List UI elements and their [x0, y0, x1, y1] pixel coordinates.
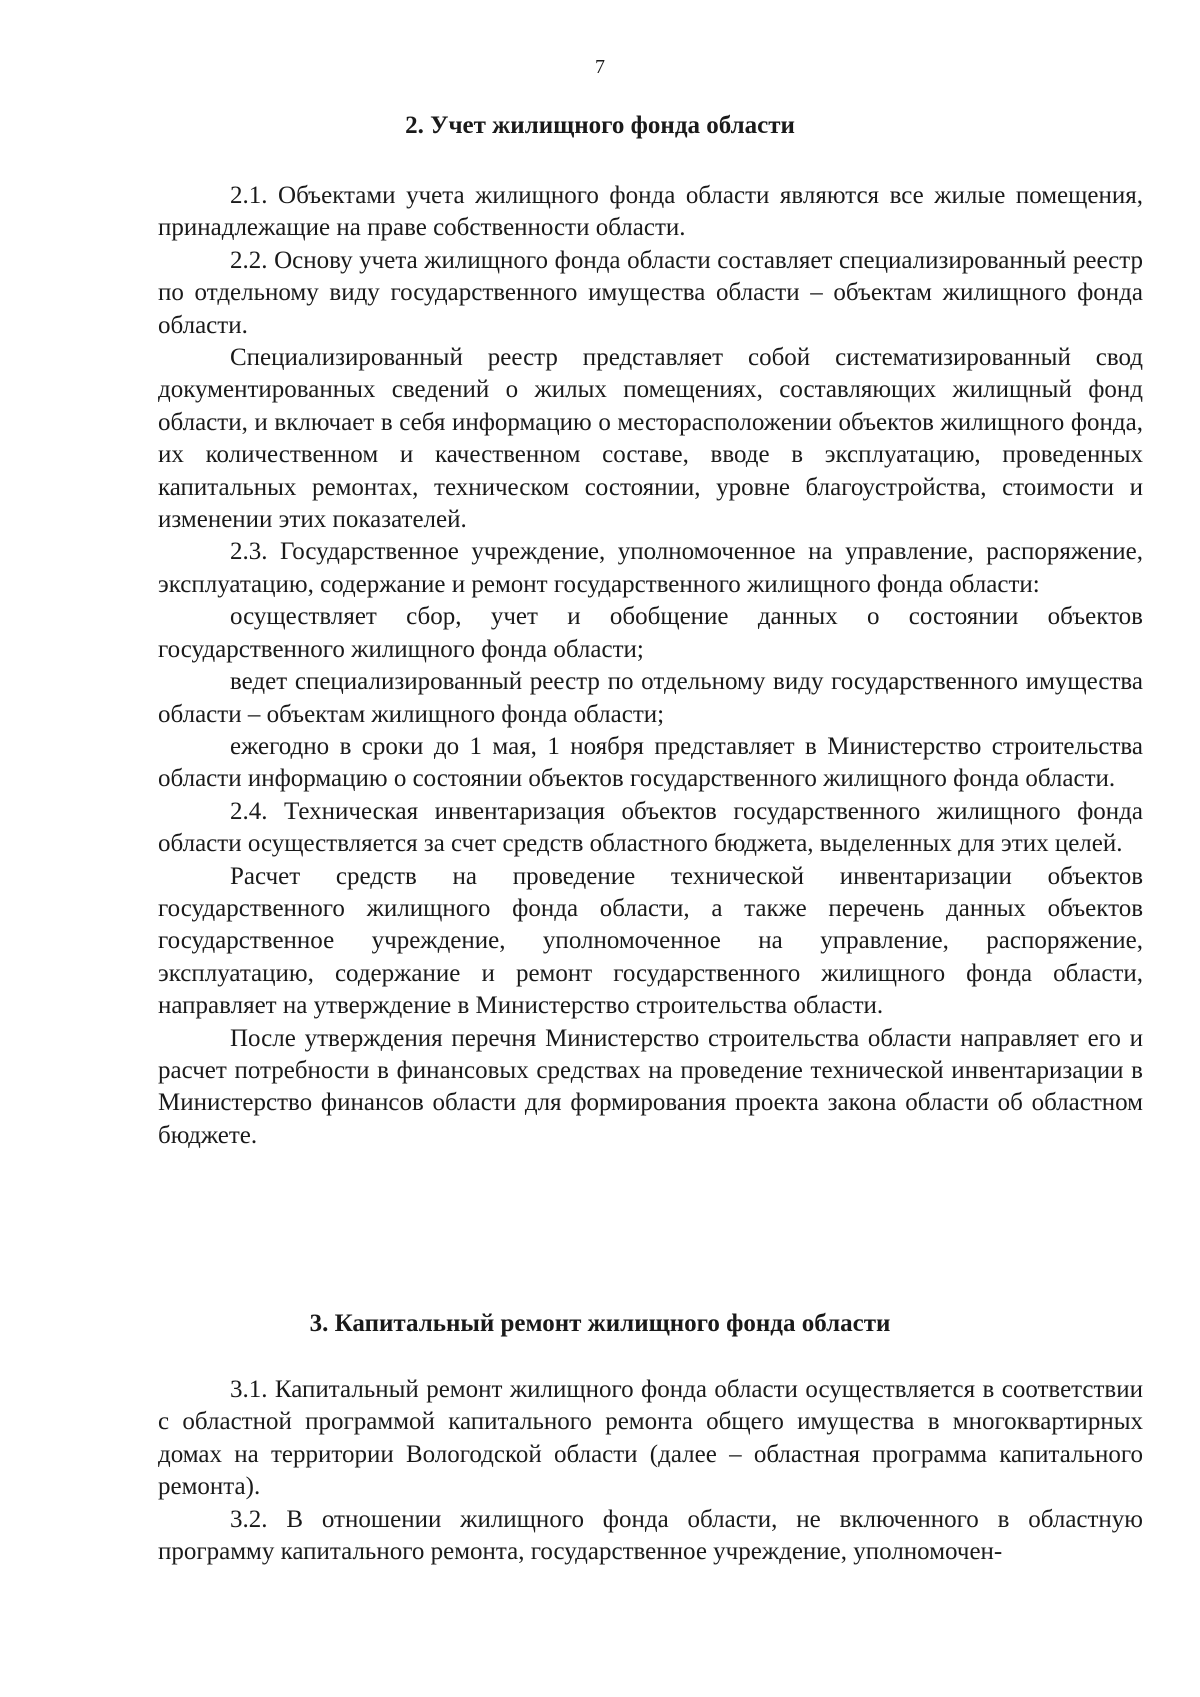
- paragraph-2-1: 2.1. Объектами учета жилищного фонда области являются все жилые помещения, принадлежащие на праве собственности области.: [158, 182, 1143, 242]
- section-3-body: [158, 1374, 1143, 1568]
- paragraph-2-2: 2.2. Основу учета жилищного фонда области составляет специализированный реестр по отдельному виду государственного имущества области – объектам жилищного фонда области.: [158, 246, 1143, 339]
- paragraph-3-1: 3.1. Капитальный ремонт жилищного фонда области осуществляется в соответствии с областной программой капитального ремонта общего имущества в многоквартирных домах на территории Вологодской области (далее – областная программа капитального ремонта).: [158, 1376, 1143, 1501]
- page-number: 7: [595, 56, 605, 78]
- paragraph-inventory-calculation: Расчет средств на проведение технической инвентаризации объектов государственного жилищного фонда области, а также перечень данных объектов государственное учреждение, уполномоченное на управление, распоряжение, эксплуатацию, содержание и ремонт государственного жилищного фонда области, направляет на утверждение в Министерство строительства области.: [158, 862, 1143, 1020]
- section-2-heading: 2. Учет жилищного фонда области: [405, 112, 795, 139]
- paragraph-3-2: 3.2. В отношении жилищного фонда области, не включенного в областную программу капитального ремонта, государственное учреждение, уполномочен-: [158, 1505, 1143, 1566]
- paragraph-2-3: 2.3. Государственное учреждение, уполномоченное на управление, распоряжение, эксплуатацию, содержание и ремонт государственного жилищного фонда области:: [158, 538, 1143, 598]
- paragraph-registry-description: Специализированный реестр представляет собой систематизированный свод документированных сведений о жилых помещениях, составляющих жилищный фонд области, и включает в себя информацию о месторасположении объектов жилищного фонда, их количественном и качественном составе, вводе в эксплуатацию, проведенных капитальных ремонтах, техническом состоянии, уровне благоустройства, стоимости и изменении этих показателей.: [158, 344, 1143, 534]
- section-2-body: [158, 180, 1143, 1152]
- paragraph-2-4: 2.4. Техническая инвентаризация объектов государственного жилищного фонда области осуществляется за счет средств областного бюджета, выделенных для этих целей.: [158, 797, 1143, 858]
- paragraph-duty-collection: осуществляет сбор, учет и обобщение данных о состоянии объектов государственного жилищного фонда области;: [158, 603, 1143, 663]
- section-3-heading: 3. Капитальный ремонт жилищного фонда области: [309, 1310, 891, 1337]
- paragraph-after-approval: После утверждения перечня Министерство строительства области направляет его и расчет потребности в финансовых средствах на проведение технической инвентаризации в Министерство финансов области для формирования проекта закона области об областном бюджете.: [158, 1024, 1143, 1149]
- paragraph-duty-registry: ведет специализированный реестр по отдельному виду государственного имущества области – объектам жилищного фонда области;: [158, 668, 1143, 728]
- paragraph-duty-reporting: ежегодно в сроки до 1 мая, 1 ноября представляет в Министерство строительства области информацию о состоянии объектов государственного жилищного фонда области.: [158, 732, 1143, 793]
